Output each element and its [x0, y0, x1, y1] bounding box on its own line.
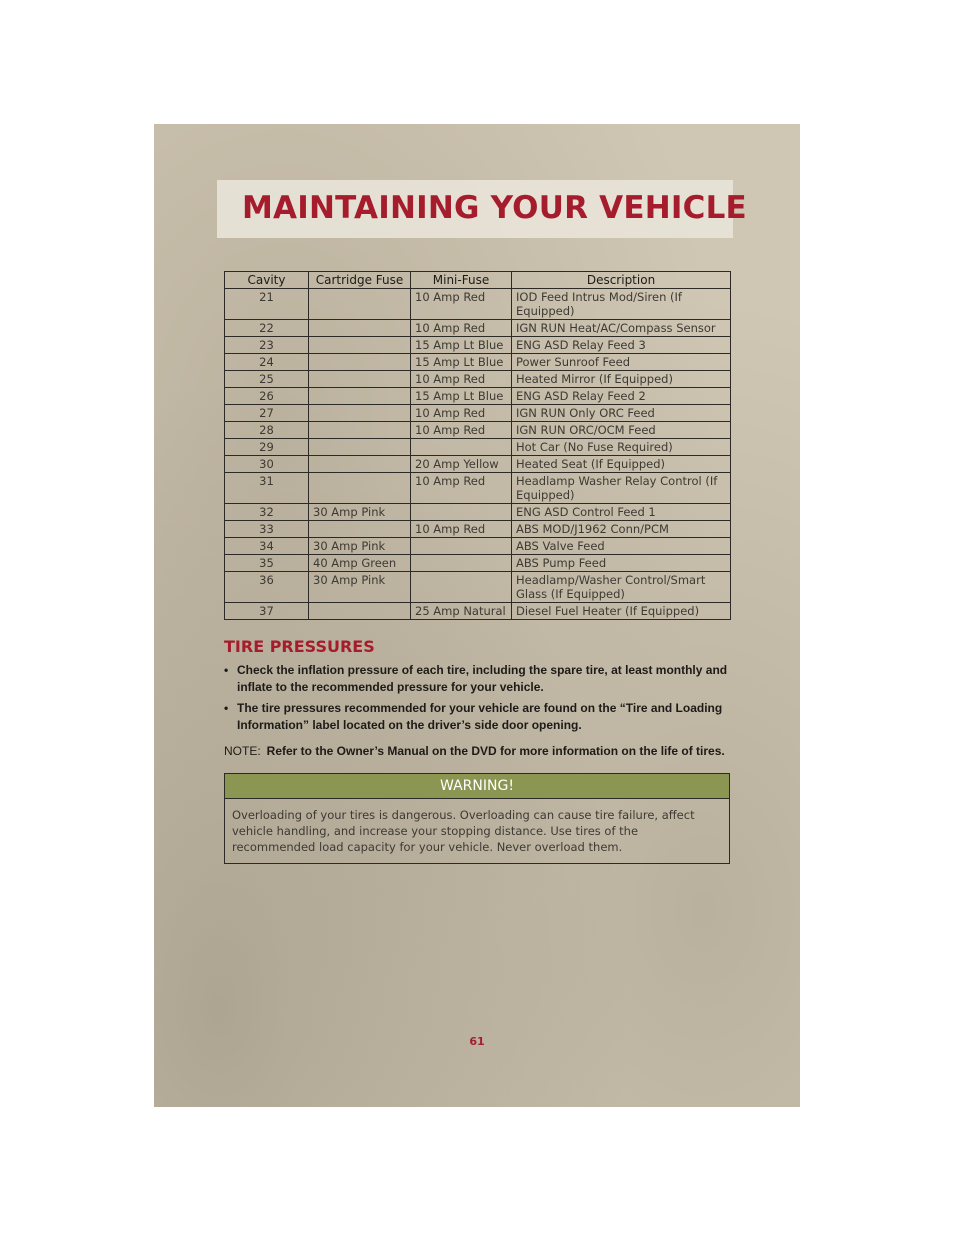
cell-description: ABS MOD/J1962 Conn/PCM [512, 521, 731, 538]
table-row [225, 405, 731, 422]
cell-cartridge-fuse [309, 456, 411, 473]
cell-description: ABS Pump Feed [512, 555, 731, 572]
table-row [225, 320, 731, 337]
fuse-table-header-row [225, 272, 731, 289]
table-row [225, 439, 731, 456]
column-header-description: Description [512, 272, 731, 289]
cell-mini-fuse: 10 Amp Red [411, 289, 512, 320]
cell-cavity: 35 [225, 555, 309, 572]
cell-description: Power Sunroof Feed [512, 354, 731, 371]
cell-mini-fuse: 10 Amp Red [411, 422, 512, 439]
cell-cartridge-fuse [309, 320, 411, 337]
table-row [225, 504, 731, 521]
cell-cartridge-fuse [309, 521, 411, 538]
tire-pressures-list [224, 662, 734, 738]
cell-cartridge-fuse [309, 422, 411, 439]
cell-cartridge-fuse [309, 289, 411, 320]
cell-description: ENG ASD Relay Feed 2 [512, 388, 731, 405]
cell-cartridge-fuse [309, 388, 411, 405]
cell-cartridge-fuse [309, 354, 411, 371]
table-row [225, 337, 731, 354]
fuse-table [224, 271, 731, 620]
cell-cavity: 22 [225, 320, 309, 337]
cell-cavity: 36 [225, 572, 309, 603]
table-row [225, 388, 731, 405]
warning-body: Overloading of your tires is dangerous. Overloading can cause tire failure, affect vehicle handling, and increase your stopping distance. Use tires of the recommended load capacity for your vehicle. Never overload them. [232, 808, 695, 854]
cell-cavity: 28 [225, 422, 309, 439]
cell-description: Diesel Fuel Heater (If Equipped) [512, 603, 731, 620]
cell-mini-fuse: 25 Amp Natural [411, 603, 512, 620]
cell-cavity: 37 [225, 603, 309, 620]
cell-description: IOD Feed Intrus Mod/Siren (If Equipped) [512, 289, 731, 320]
cell-mini-fuse: 20 Amp Yellow [411, 456, 512, 473]
cell-cartridge-fuse [309, 603, 411, 620]
cell-mini-fuse [411, 504, 512, 521]
cell-description: ENG ASD Control Feed 1 [512, 504, 731, 521]
note-text: Refer to the Owner’s Manual on the DVD for more information on the life of tires. [266, 744, 725, 758]
table-row [225, 371, 731, 388]
cell-cavity: 25 [225, 371, 309, 388]
cell-cavity: 23 [225, 337, 309, 354]
cell-cavity: 29 [225, 439, 309, 456]
cell-mini-fuse: 10 Amp Red [411, 521, 512, 538]
cell-mini-fuse: 10 Amp Red [411, 320, 512, 337]
cell-mini-fuse: 15 Amp Lt Blue [411, 388, 512, 405]
cell-cavity: 27 [225, 405, 309, 422]
table-row [225, 521, 731, 538]
cell-cavity: 30 [225, 456, 309, 473]
cell-description: ABS Valve Feed [512, 538, 731, 555]
cell-mini-fuse [411, 439, 512, 456]
table-row [225, 572, 731, 603]
column-header-mini-fuse: Mini-Fuse [411, 272, 512, 289]
cell-cavity: 21 [225, 289, 309, 320]
cell-cavity: 32 [225, 504, 309, 521]
table-row [225, 354, 731, 371]
cell-description: IGN RUN Heat/AC/Compass Sensor [512, 320, 731, 337]
cell-description: IGN RUN Only ORC Feed [512, 405, 731, 422]
warning-heading: WARNING! [225, 774, 729, 799]
cell-mini-fuse [411, 555, 512, 572]
list-item: • Check the inflation pressure of each tire, including the spare tire, at least monthly and inflate to the recommended pressure for your vehicle. [224, 662, 734, 696]
cell-cartridge-fuse: 40 Amp Green [309, 555, 411, 572]
cell-description: Heated Seat (If Equipped) [512, 456, 731, 473]
page-number: 61 [469, 1035, 485, 1048]
cell-cavity: 26 [225, 388, 309, 405]
column-header-cartridge-fuse: Cartridge Fuse [309, 272, 411, 289]
note-label: NOTE: [224, 744, 261, 758]
table-row [225, 555, 731, 572]
cell-description: Hot Car (No Fuse Required) [512, 439, 731, 456]
cell-cartridge-fuse: 30 Amp Pink [309, 504, 411, 521]
cell-cartridge-fuse [309, 405, 411, 422]
cell-cartridge-fuse [309, 337, 411, 354]
table-row [225, 422, 731, 439]
list-item: • The tire pressures recommended for your vehicle are found on the “Tire and Loading Information” label located on the driver’s side door opening. [224, 700, 734, 734]
tire-pressures-heading: TIRE PRESSURES [224, 637, 375, 656]
table-row [225, 289, 731, 320]
cell-description: Heated Mirror (If Equipped) [512, 371, 731, 388]
cell-mini-fuse: 15 Amp Lt Blue [411, 337, 512, 354]
cell-description: Headlamp/Washer Control/Smart Glass (If Equipped) [512, 572, 731, 603]
cell-mini-fuse: 10 Amp Red [411, 473, 512, 504]
cell-cartridge-fuse: 30 Amp Pink [309, 538, 411, 555]
cell-cavity: 34 [225, 538, 309, 555]
table-row [225, 473, 731, 504]
cell-cartridge-fuse [309, 371, 411, 388]
page-title: MAINTAINING YOUR VEHICLE [242, 190, 747, 226]
table-row [225, 603, 731, 620]
cell-mini-fuse [411, 572, 512, 603]
cell-mini-fuse: 15 Amp Lt Blue [411, 354, 512, 371]
cell-description: IGN RUN ORC/OCM Feed [512, 422, 731, 439]
cell-cavity: 33 [225, 521, 309, 538]
warning-box [224, 773, 730, 864]
cell-description: Headlamp Washer Relay Control (If Equipped) [512, 473, 731, 504]
column-header-cavity: Cavity [225, 272, 309, 289]
table-row [225, 456, 731, 473]
cell-cavity: 24 [225, 354, 309, 371]
cell-mini-fuse: 10 Amp Red [411, 405, 512, 422]
manual-page [154, 124, 800, 1107]
table-row [225, 538, 731, 555]
cell-mini-fuse [411, 538, 512, 555]
cell-cartridge-fuse [309, 439, 411, 456]
cell-description: ENG ASD Relay Feed 3 [512, 337, 731, 354]
cell-cavity: 31 [225, 473, 309, 504]
note [224, 744, 744, 758]
cell-cartridge-fuse: 30 Amp Pink [309, 572, 411, 603]
cell-mini-fuse: 10 Amp Red [411, 371, 512, 388]
fuse-table-body [225, 289, 731, 620]
cell-cartridge-fuse [309, 473, 411, 504]
